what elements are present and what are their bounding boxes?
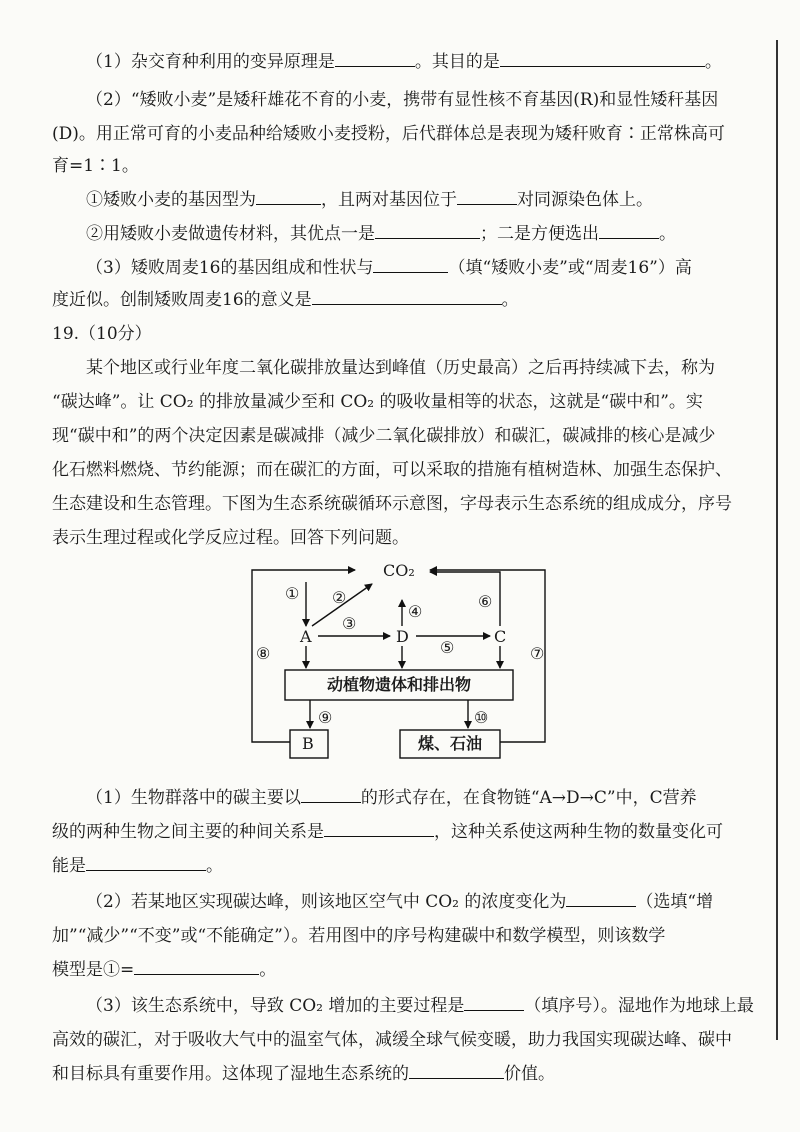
s1-line2-prefix: 级的两种生物之间主要的种间关系是 (52, 822, 324, 842)
num-4: ④ (408, 602, 423, 621)
q19-para-line: 某个地区或行业年度二氧化碳排放量达到峰值（历史最高）之后再持续减下去，称为 (86, 358, 715, 378)
q19-para-line: 化石燃料燃烧、节约能源；而在碳汇的方面，可以采取的措施有植树造林、加强生态保护、 (52, 460, 732, 480)
answer-blank[interactable] (335, 50, 415, 67)
q2-s2-mid: ；二是方便选出 (480, 224, 599, 244)
carbon-cycle-diagram (240, 560, 560, 775)
num-3: ③ (342, 614, 357, 633)
page-edge-line (776, 40, 778, 1040)
s1-line3-end: 。 (206, 856, 223, 876)
s3-line2: 高效的碳汇，对于吸收大气中的温室气体，减缓全球气候变暖，助力我国实现碳达峰、碳中 (52, 1030, 732, 1050)
num-1: ① (285, 584, 300, 603)
q2-s1-end: 对同源染色体上。 (517, 190, 653, 210)
answer-blank[interactable] (464, 994, 524, 1011)
s1-line2 (52, 820, 723, 844)
node-b: B (302, 734, 314, 753)
num-9: ⑨ (318, 708, 333, 727)
s1-line2-end: ，这种关系使这两种生物的数量变化可 (434, 822, 723, 842)
q2-line2: (D)。用正常可育的小麦品种给矮败小麦授粉，后代群体总是表现为矮秆败育∶正常株高可 (52, 124, 725, 144)
answer-blank[interactable] (566, 890, 636, 907)
s2-line3-end: 。 (259, 960, 277, 980)
s3-line3-end: 价值。 (504, 1064, 555, 1084)
q1-line (86, 50, 722, 74)
q2-s2-end: 。 (659, 224, 676, 244)
q19-header: 19.（10分） (52, 324, 152, 344)
q19-para-line: 生态建设和生态管理。下图为生态系统碳循环示意图，字母表示生态系统的组成成分，序号 (52, 494, 732, 514)
answer-blank[interactable] (457, 188, 517, 205)
s2-end: （选填“增 (636, 892, 714, 912)
node-d: D (396, 627, 409, 646)
num-6: ⑥ (478, 592, 493, 611)
answer-blank[interactable] (256, 188, 321, 205)
node-c: C (494, 627, 507, 646)
num-10: ⑩ (474, 708, 489, 727)
s2-line2: 加”“减少”“不变”或“不能确定”）。若用图中的序号构建碳中和数学模型，则该数学 (52, 926, 666, 946)
q3-line2 (52, 288, 519, 312)
answer-blank[interactable] (500, 50, 705, 67)
q3-line1 (86, 256, 692, 280)
s3-line3-prefix: 和目标具有重要作用。这体现了湿地生态系统的 (52, 1064, 409, 1084)
answer-blank[interactable] (301, 786, 361, 803)
q2-s1-prefix: ①矮败小麦的基因型为 (86, 190, 256, 210)
answer-blank[interactable] (86, 854, 206, 871)
s3-prefix: （3）该生态系统中，导致 CO₂ 增加的主要过程是 (86, 996, 465, 1016)
answer-blank[interactable] (312, 288, 502, 305)
q3-line2-end: 。 (501, 290, 519, 310)
remains-label: 动植物遗体和排出物 (326, 675, 471, 694)
s1-line3 (52, 854, 223, 878)
q19-para-line: 表示生理过程或化学反应过程。回答下列问题。 (52, 528, 409, 548)
s2-prefix: （2）若某地区实现碳达峰，则该地区空气中 CO₂ 的浓度变化为 (86, 892, 567, 912)
q3-line1-end: （填“矮败小麦”或“周麦16”）高 (448, 258, 692, 278)
q19-para-line: “碳达峰”。让 CO₂ 的排放量减少至和 CO₂ 的吸收量相等的状态，这就是“碳中和”。实 (52, 392, 703, 412)
fuel-label: 煤、石油 (417, 734, 482, 753)
num-5: ⑤ (440, 638, 455, 657)
num-2: ② (332, 588, 347, 607)
q1-prefix: （1）杂交育种利用的变异原理是 (86, 52, 335, 72)
s1-line3-prefix: 能是 (52, 856, 86, 876)
s1-prefix: （1）生物群落中的碳主要以 (86, 788, 301, 808)
answer-blank[interactable] (409, 1062, 504, 1079)
q1-end: 。 (704, 52, 722, 72)
q2-s2-prefix: ②用矮败小麦做遗传材料，其优点一是 (86, 224, 375, 244)
s1-mid: 的形式存在，在食物链“A→D→C”中，C营养 (360, 788, 697, 808)
answer-blank[interactable] (134, 958, 259, 975)
num-8: ⑧ (256, 644, 271, 663)
s2-line1 (86, 890, 713, 914)
q19-para-line: 现“碳中和”的两个决定因素是碳减排（减少二氧化碳排放）和碳汇，碳减排的核心是减少 (52, 426, 716, 446)
s2-line3 (52, 958, 276, 982)
s3-end: （填序号）。湿地作为地球上最 (524, 996, 754, 1016)
node-a: A (300, 627, 312, 646)
answer-blank[interactable] (324, 820, 434, 837)
q2-line1: （2）“矮败小麦”是矮秆雄花不育的小麦，携带有显性核不育基因(R)和显性矮秆基因 (86, 90, 719, 110)
q2-line3: 育=1∶1。 (52, 156, 139, 176)
q2-s1 (86, 188, 653, 212)
q3-line1-prefix: （3）矮败周麦16的基因组成和性状与 (86, 258, 374, 278)
s3-line3 (52, 1062, 555, 1086)
s2-line3-prefix: 模型是①= (52, 960, 135, 980)
s1-line1 (86, 786, 697, 810)
q3-line2-prefix: 度近似。创制矮败周麦16的意义是 (52, 290, 312, 310)
q2-s2 (86, 222, 676, 246)
answer-blank[interactable] (373, 256, 448, 273)
co2-label: CO₂ (383, 561, 415, 580)
answer-blank[interactable] (599, 222, 659, 239)
q2-s1-mid: ，且两对基因位于 (321, 190, 457, 210)
num-7: ⑦ (530, 644, 545, 663)
answer-blank[interactable] (375, 222, 480, 239)
s3-line1 (86, 994, 754, 1018)
q1-mid: 。其目的是 (414, 52, 500, 72)
